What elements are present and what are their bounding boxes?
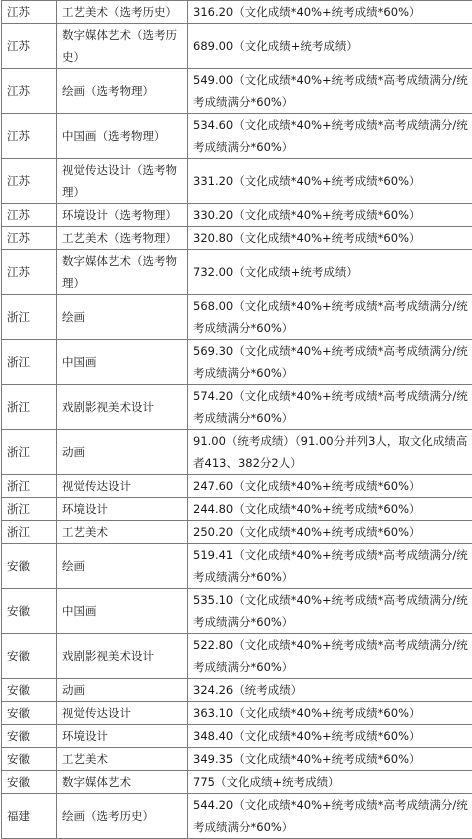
- major-cell: 中国画: [57, 340, 188, 385]
- major-cell: 工艺美术（选考历史）: [57, 1, 188, 24]
- major-cell: 绘画: [57, 544, 188, 589]
- score-cell: 247.60（文化成绩*40%+统考成绩*60%）: [188, 475, 472, 498]
- table-row: [2, 1, 472, 24]
- major-cell: 环境设计: [57, 725, 188, 748]
- score-cell: 91.00（统考成绩）（91.00分并列3人，取文化成绩高者413、382分2人）: [188, 430, 472, 475]
- major-cell: 中国画（选考物理）: [57, 114, 188, 159]
- major-cell: 视觉传达设计: [57, 475, 188, 498]
- score-cell: 535.10（文化成绩*40%+统考成绩*高考成绩满分/统考成绩满分*60%）: [188, 589, 472, 634]
- province-cell: 江苏: [2, 227, 57, 250]
- province-cell: 江苏: [2, 24, 57, 69]
- major-cell: 视觉传达设计: [57, 702, 188, 725]
- major-cell: 数字媒体艺术: [57, 771, 188, 794]
- major-cell: 数字媒体艺术（选考物理）: [57, 250, 188, 295]
- score-cell: 569.30（文化成绩*40%+统考成绩*高考成绩满分/统考成绩满分*60%）: [188, 340, 472, 385]
- score-cell: 519.41（文化成绩*40%+统考成绩*高考成绩满分/统考成绩满分*60%）: [188, 544, 472, 589]
- table-row: [2, 204, 472, 227]
- province-cell: 江苏: [2, 159, 57, 204]
- major-cell: 绘画: [57, 295, 188, 340]
- table-row: [2, 24, 472, 69]
- score-cell: 775（文化成绩+统考成绩）: [188, 771, 472, 794]
- province-cell: 江苏: [2, 250, 57, 295]
- table-row: [2, 227, 472, 250]
- score-cell: 316.20（文化成绩*40%+统考成绩*60%）: [188, 1, 472, 24]
- table-row: [2, 250, 472, 295]
- score-cell: 250.20（文化成绩*40%+统考成绩*60%）: [188, 521, 472, 544]
- province-cell: 安徽: [2, 725, 57, 748]
- province-cell: 浙江: [2, 385, 57, 430]
- score-cell: 324.26（统考成绩）: [188, 679, 472, 702]
- major-cell: 环境设计（选考物理）: [57, 204, 188, 227]
- province-cell: 福建: [2, 794, 57, 839]
- major-cell: 工艺美术: [57, 521, 188, 544]
- major-cell: 工艺美术（选考物理）: [57, 227, 188, 250]
- score-cell: 320.80（文化成绩*40%+统考成绩*60%）: [188, 227, 472, 250]
- table-row: [2, 295, 472, 340]
- table-row: [2, 159, 472, 204]
- table-row: [2, 725, 472, 748]
- table-row: [2, 679, 472, 702]
- major-cell: 视觉传达设计（选考物理）: [57, 159, 188, 204]
- score-cell: 568.00（文化成绩*40%+统考成绩*高考成绩满分/统考成绩满分*60%）: [188, 295, 472, 340]
- province-cell: 江苏: [2, 69, 57, 114]
- province-cell: 安徽: [2, 589, 57, 634]
- score-cell: 574.20（文化成绩*40%+统考成绩*高考成绩满分/统考成绩满分*60%）: [188, 385, 472, 430]
- score-cell: 330.20（文化成绩*40%+统考成绩*60%）: [188, 204, 472, 227]
- major-cell: 戏剧影视美术设计: [57, 634, 188, 679]
- table-row: [2, 430, 472, 475]
- major-cell: 戏剧影视美术设计: [57, 385, 188, 430]
- province-cell: 浙江: [2, 430, 57, 475]
- province-cell: 江苏: [2, 204, 57, 227]
- score-cell: 349.35（文化成绩*40%+统考成绩*60%）: [188, 748, 472, 771]
- score-cell: 522.80（文化成绩*40%+统考成绩*高考成绩满分/统考成绩满分*60%）: [188, 634, 472, 679]
- major-cell: 绘画（选考历史）: [57, 794, 188, 839]
- major-cell: 中国画: [57, 589, 188, 634]
- table-row: [2, 385, 472, 430]
- score-cell: 244.80（文化成绩*40%+统考成绩*60%）: [188, 498, 472, 521]
- province-cell: 浙江: [2, 521, 57, 544]
- table-row: [2, 771, 472, 794]
- province-cell: 浙江: [2, 475, 57, 498]
- score-cell: 549.00（文化成绩*40%+统考成绩*高考成绩满分/统考成绩满分*60%）: [188, 69, 472, 114]
- province-cell: 安徽: [2, 748, 57, 771]
- major-cell: 工艺美术: [57, 748, 188, 771]
- table-row: [2, 340, 472, 385]
- province-cell: 安徽: [2, 679, 57, 702]
- province-cell: 安徽: [2, 702, 57, 725]
- table-row: [2, 69, 472, 114]
- table-row: [2, 702, 472, 725]
- table-row: [2, 748, 472, 771]
- major-cell: 动画: [57, 430, 188, 475]
- table-row: [2, 498, 472, 521]
- province-cell: 浙江: [2, 295, 57, 340]
- table-row: [2, 589, 472, 634]
- province-cell: 安徽: [2, 544, 57, 589]
- major-cell: 动画: [57, 679, 188, 702]
- score-cell: 689.00（文化成绩+统考成绩）: [188, 24, 472, 69]
- province-cell: 浙江: [2, 340, 57, 385]
- province-cell: 浙江: [2, 498, 57, 521]
- table-row: [2, 521, 472, 544]
- major-cell: 数字媒体艺术（选考历史）: [57, 24, 188, 69]
- table-row: [2, 475, 472, 498]
- major-cell: 绘画（选考物理）: [57, 69, 188, 114]
- score-cell: 363.10（文化成绩*40%+统考成绩*60%）: [188, 702, 472, 725]
- major-cell: 环境设计: [57, 498, 188, 521]
- admission-score-table: [1, 0, 472, 839]
- province-cell: 江苏: [2, 1, 57, 24]
- score-cell: 348.40（文化成绩*40%+统考成绩*60%）: [188, 725, 472, 748]
- score-cell: 544.20（文化成绩*40%+统考成绩*高考成绩满分/统考成绩满分*60%）: [188, 794, 472, 839]
- score-cell: 732.00（文化成绩+统考成绩）: [188, 250, 472, 295]
- score-cell: 331.20（文化成绩*40%+统考成绩*60%）: [188, 159, 472, 204]
- table-row: [2, 544, 472, 589]
- province-cell: 安徽: [2, 634, 57, 679]
- table-row: [2, 114, 472, 159]
- province-cell: 安徽: [2, 771, 57, 794]
- score-cell: 534.60（文化成绩*40%+统考成绩*高考成绩满分/统考成绩满分*60%）: [188, 114, 472, 159]
- admission-score-table-body: [2, 1, 472, 839]
- table-row: [2, 634, 472, 679]
- province-cell: 江苏: [2, 114, 57, 159]
- table-row: [2, 794, 472, 839]
